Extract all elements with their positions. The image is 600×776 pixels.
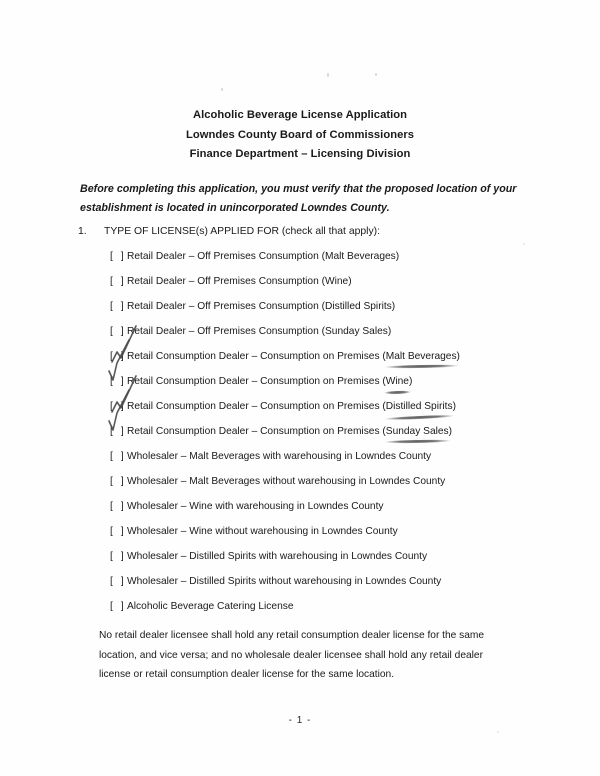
checkbox-brackets[interactable]: [ ] [110,276,127,287]
license-option-text: Retail Consumption Dealer – Consumption on Premises [127,376,383,387]
license-option-row[interactable] [110,349,540,374]
license-option-label: Wholesaler – Distilled Spirits without warehousing in Lowndes County [127,576,442,587]
checkbox-brackets[interactable]: [ ] [110,476,127,487]
license-option-row[interactable] [110,524,540,549]
handwritten-underline-term: (Sunday Sales) [382,426,453,437]
checkbox-brackets[interactable]: [ ] [110,501,127,512]
license-option-row[interactable] [110,449,540,474]
license-option-label [127,374,412,389]
license-option-label: Wholesaler – Malt Beverages without warehousing in Lowndes County [127,476,446,487]
checkbox-brackets[interactable]: [ ] [110,251,127,262]
checkbox-brackets[interactable]: [ ] [110,326,127,337]
license-option-row[interactable] [110,574,540,599]
license-option-label: Wholesaler – Distilled Spirits with warehousing in Lowndes County [127,551,428,562]
checkbox-brackets[interactable]: [ ] [110,601,127,612]
handwritten-underline-term: (Malt Beverages) [382,351,460,362]
license-option-text: Retail Consumption Dealer – Consumption on Premises [127,426,383,437]
license-type-option-list [110,249,540,624]
section-heading-text: TYPE OF LICENSE(s) APPLIED FOR (check all that apply): [104,226,381,237]
document-title-block [0,106,600,165]
license-option-row[interactable] [110,474,540,499]
closing-restriction-paragraph: No retail dealer licensee shall hold any retail consumption dealer license for the same location, and vice versa; and no wholesale dealer licensee shall hold any retail dealer license or retail consumption dealer license for the same location. [99,630,485,681]
license-option-label [127,399,456,414]
license-option-row[interactable] [110,324,540,349]
document-title-line-1: Alcoholic Beverage License Application [192,109,408,121]
license-option-text: Retail Consumption Dealer – Consumption on Premises [127,351,383,362]
license-option-label: Retail Dealer – Off Premises Consumption (Distilled Spirits) [127,301,396,312]
checkbox-brackets[interactable]: [ ] [110,376,127,387]
license-option-row[interactable] [110,374,540,399]
page-number-footer: - 1 - [288,715,312,726]
license-option-label: Retail Dealer – Off Premises Consumption (Sunday Sales) [127,326,392,337]
checkbox-brackets[interactable]: [ ] [110,551,127,562]
license-option-label: Wholesaler – Wine without warehousing in Lowndes County [127,526,398,537]
license-option-label: Wholesaler – Wine with warehousing in Lowndes County [127,501,384,512]
handwritten-underline-term: (Distilled Spirits) [382,401,456,412]
license-option-row[interactable] [110,249,540,274]
license-option-label [127,349,460,364]
license-option-label: Retail Dealer – Off Premises Consumption (Malt Beverages) [127,251,400,262]
license-option-row[interactable] [110,549,540,574]
checkbox-brackets[interactable]: [ ] [110,351,127,362]
handwritten-underline-term: (Wine) [382,376,413,387]
checkbox-brackets[interactable]: [ ] [110,401,127,412]
license-option-label: Alcoholic Beverage Catering License [127,601,294,612]
license-option-row[interactable] [110,499,540,524]
license-option-label [127,424,452,439]
license-option-row[interactable] [110,424,540,449]
license-option-row[interactable] [110,274,540,299]
scan-artifact-speck [327,73,329,77]
checkbox-brackets[interactable]: [ ] [110,526,127,537]
license-option-text: Retail Consumption Dealer – Consumption on Premises [127,401,383,412]
document-title-line-3: Finance Department – Licensing Division [189,148,411,160]
license-option-row[interactable] [110,599,540,624]
checkbox-brackets[interactable]: [ ] [110,576,127,587]
scan-artifact-speck [375,73,377,76]
section-heading [78,224,538,240]
license-option-row[interactable] [110,299,540,324]
license-option-label: Retail Dealer – Off Premises Consumption (Wine) [127,276,352,287]
section-number: 1. [78,226,87,237]
checkbox-brackets[interactable]: [ ] [110,451,127,462]
license-option-label: Wholesaler – Malt Beverages with warehousing in Lowndes County [127,451,432,462]
scan-artifact-speck [497,731,499,733]
checkbox-brackets[interactable]: [ ] [110,426,127,437]
license-option-row[interactable] [110,399,540,424]
scan-artifact-speck [221,88,223,91]
location-verification-notice: Before completing this application, you must verify that the proposed location of your establishment is located in unincorporated Lowndes County. [80,183,517,214]
checkbox-brackets[interactable]: [ ] [110,301,127,312]
document-title-line-2: Lowndes County Board of Commissioners [185,128,415,141]
scan-artifact-speck [523,243,525,245]
